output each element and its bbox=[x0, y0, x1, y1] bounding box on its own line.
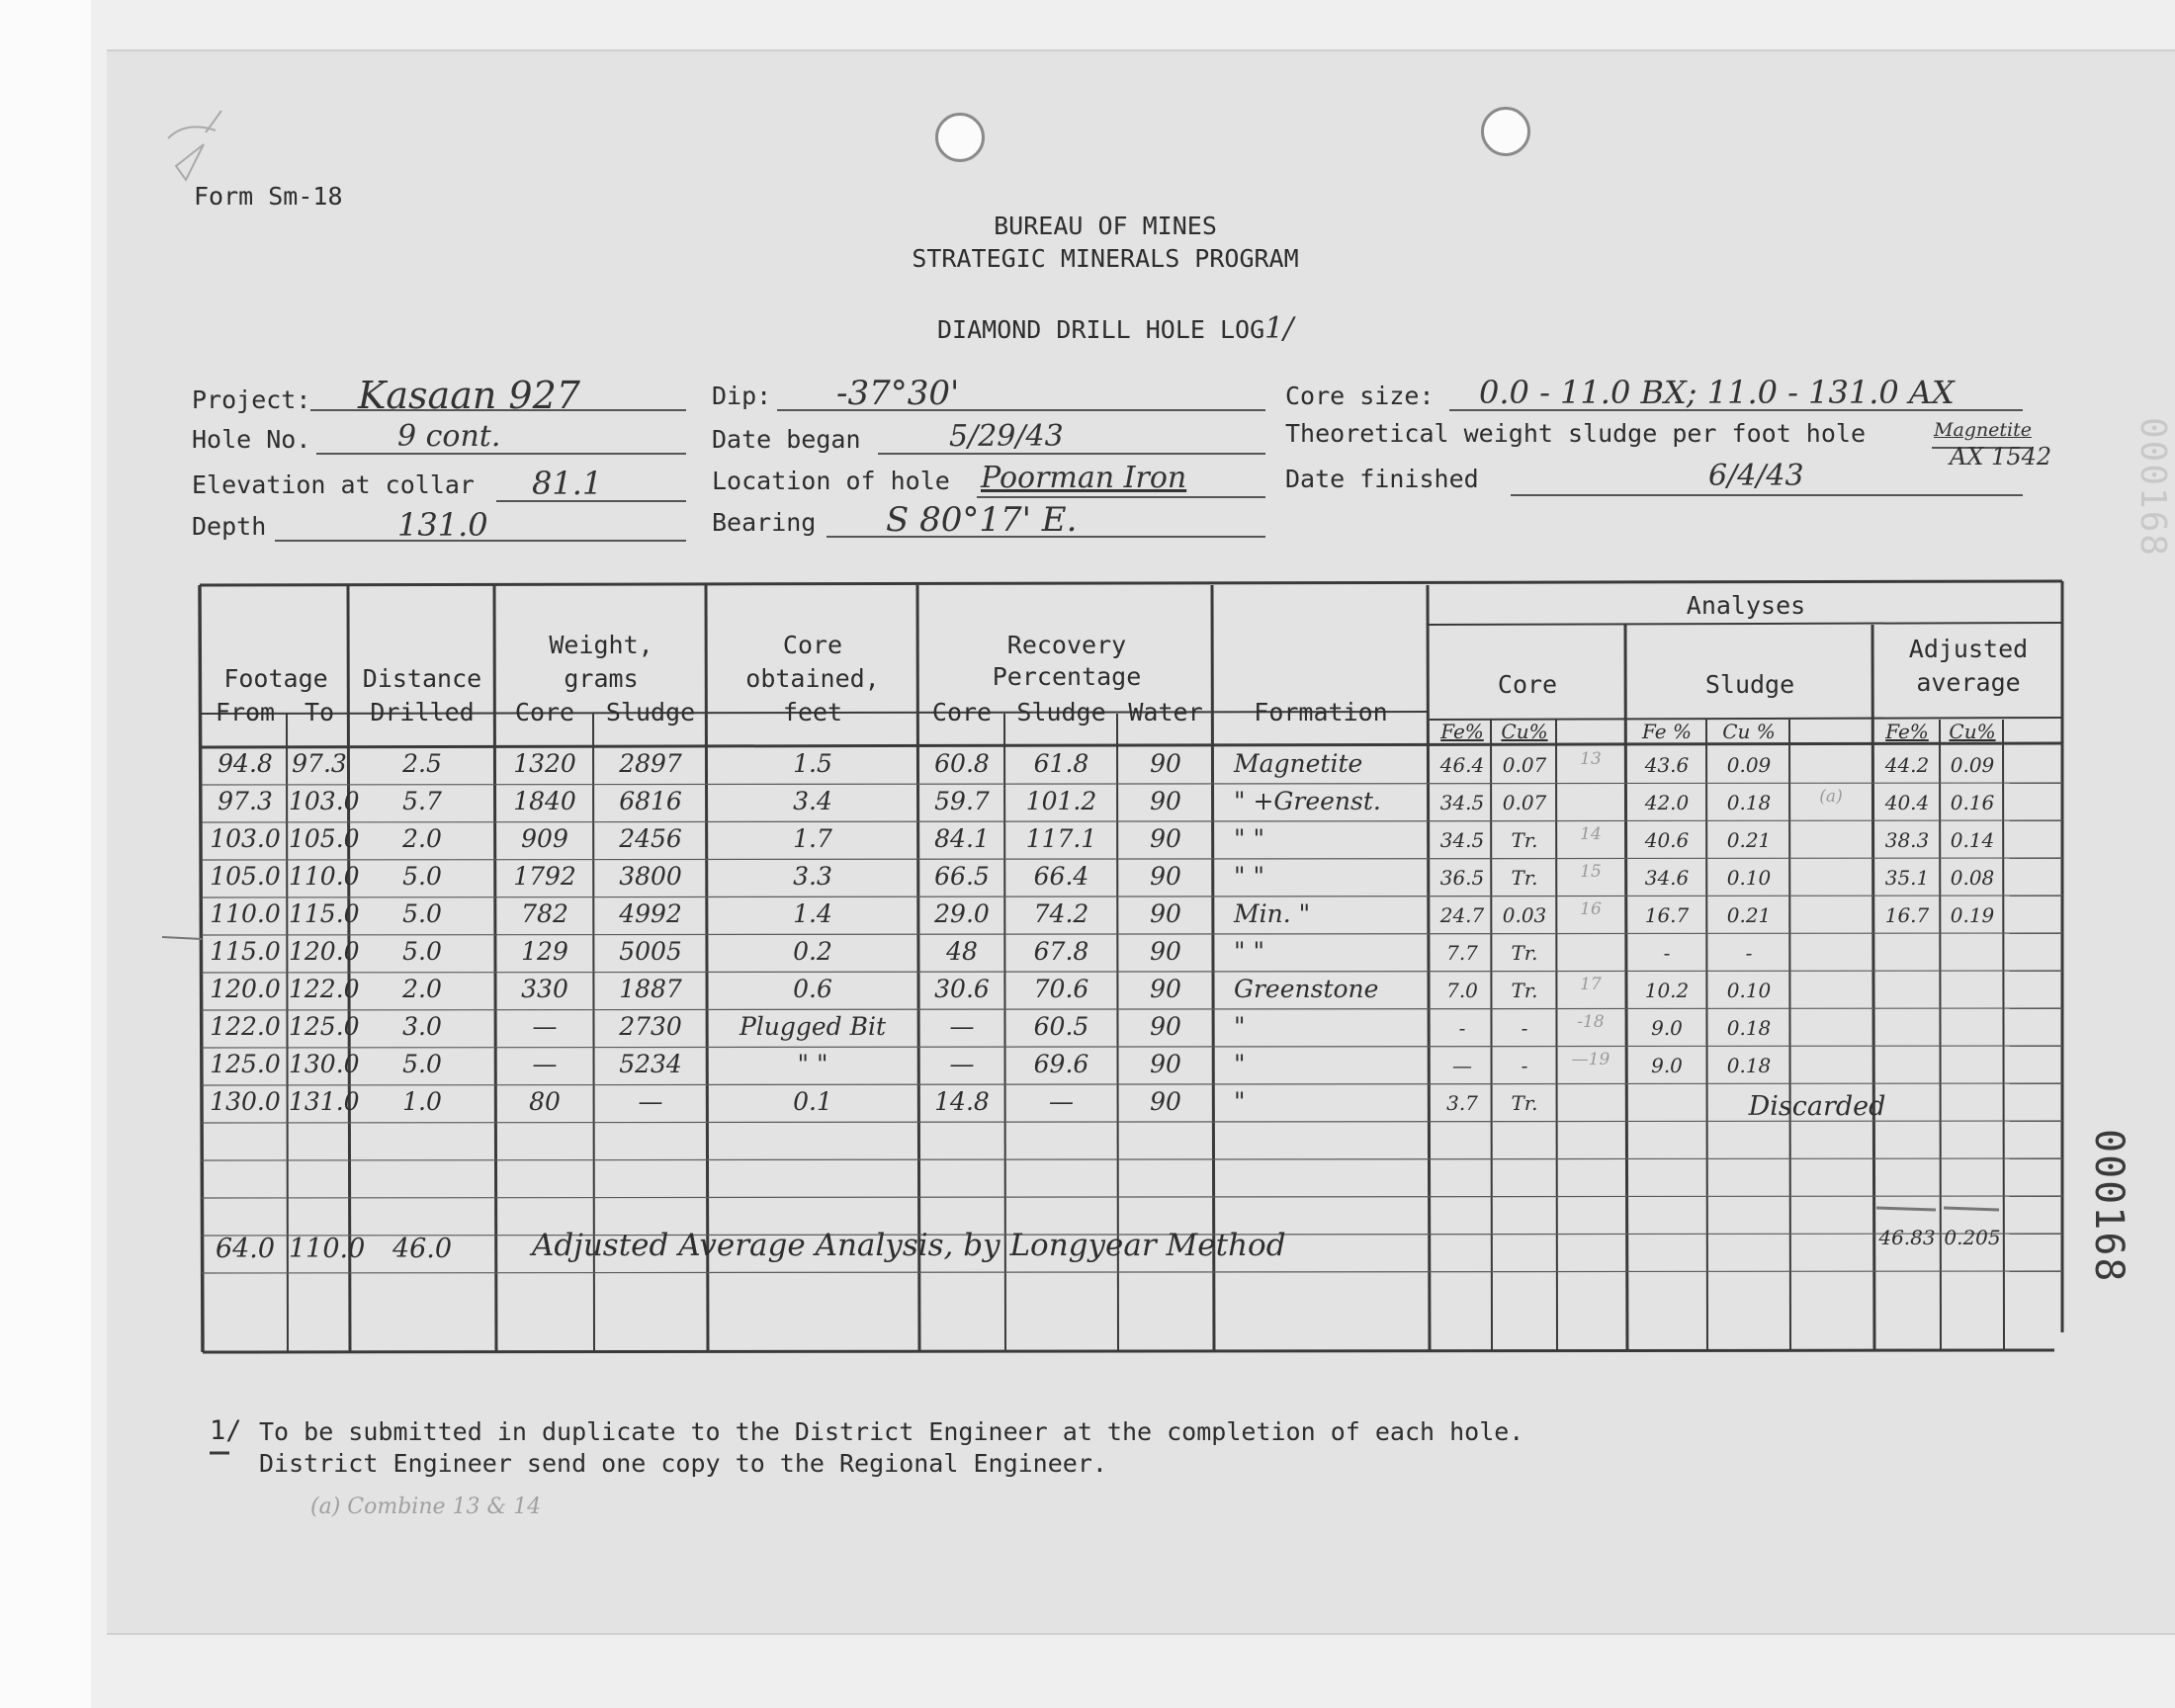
cell-r-water: 90 bbox=[1150, 749, 1181, 778]
cell-s-fe: 34.6 bbox=[1644, 866, 1690, 890]
cell-s-cu: 0.18 bbox=[1726, 791, 1772, 814]
th-adjusted: Adjusted bbox=[1908, 635, 2029, 663]
page-stamp: 000168 bbox=[2086, 1129, 2132, 1284]
cell-c-fe: 34.5 bbox=[1439, 828, 1485, 852]
cell-r-water: 90 bbox=[1150, 787, 1181, 815]
cell-c-fe: - bbox=[1458, 1016, 1466, 1040]
cell-a-fe: 38.3 bbox=[1884, 828, 1930, 852]
cell-from: 103.0 bbox=[210, 824, 281, 853]
cell-r-core: 30.6 bbox=[934, 975, 990, 1003]
cell-r-sludge: 70.6 bbox=[1033, 975, 1089, 1003]
cell-r-core: 14.8 bbox=[934, 1087, 990, 1116]
cell-r-core: 29.0 bbox=[934, 899, 990, 928]
bearing-value: S 80°17' E. bbox=[886, 500, 1078, 540]
cell-dist: 2.0 bbox=[402, 824, 442, 853]
cell-from: 130.0 bbox=[210, 1087, 281, 1116]
cell-from: 125.0 bbox=[210, 1050, 281, 1078]
summary-to: 110.0 bbox=[289, 1234, 366, 1264]
cell-to: 130.0 bbox=[289, 1050, 360, 1078]
cell-a-fe: 44.2 bbox=[1884, 753, 1930, 777]
summary-adj-cu: 0.205 bbox=[1944, 1226, 2001, 1249]
cell-to: 131.0 bbox=[289, 1087, 360, 1116]
cell-formation: Greenstone bbox=[1234, 975, 1379, 1003]
cell-r-sludge: 74.2 bbox=[1033, 899, 1089, 928]
core-size-value: 0.0 - 11.0 BX; 11.0 - 131.0 AX bbox=[1479, 374, 1955, 411]
cell-from: 110.0 bbox=[210, 899, 281, 928]
cell-r-sludge: 101.2 bbox=[1025, 787, 1097, 815]
cell-w-sludge: 3800 bbox=[619, 862, 682, 891]
th-rec-water: Water bbox=[1128, 698, 1203, 726]
cell-w-sludge: 2456 bbox=[619, 824, 682, 853]
cell-r-core: 84.1 bbox=[934, 824, 990, 853]
document-sheet bbox=[107, 49, 2175, 1635]
cell-obtained: 1.4 bbox=[793, 899, 832, 928]
cell-s-cu: 0.09 bbox=[1726, 753, 1772, 777]
th-drilled: Drilled bbox=[370, 698, 475, 726]
th-rec-core: Core bbox=[931, 698, 993, 726]
footnote-line-1: To be submitted in duplicate to the District Engineer at the completion of each hole. bbox=[259, 1417, 1524, 1446]
cell-a-cu: 0.14 bbox=[1950, 828, 1995, 852]
cell-a-cu: 0.08 bbox=[1950, 866, 1995, 890]
th-weight-sludge: Sludge bbox=[605, 698, 696, 726]
cell-w-core: 129 bbox=[521, 937, 568, 966]
cell-c-cu: - bbox=[1521, 1054, 1528, 1077]
cell-r-water: 90 bbox=[1150, 975, 1181, 1003]
cell-obtained: Plugged Bit bbox=[739, 1012, 887, 1041]
summary-adj-fe: 46.83 bbox=[1878, 1226, 1936, 1249]
cell-from: 122.0 bbox=[210, 1012, 281, 1041]
cell-w-core: 80 bbox=[529, 1087, 561, 1116]
cell-to: 103.0 bbox=[289, 787, 360, 815]
th-core-cu: Cu% bbox=[1501, 720, 1548, 743]
th-average: average bbox=[1916, 668, 2021, 697]
cell-dist: 5.7 bbox=[402, 787, 442, 815]
cell-r-sludge: 67.8 bbox=[1033, 937, 1089, 966]
cell-s-cu: 0.10 bbox=[1726, 866, 1772, 890]
cell-r-sludge: 66.4 bbox=[1033, 862, 1089, 891]
cell-r-core: — bbox=[949, 1012, 975, 1041]
page-stamp-faint: 000168 bbox=[2132, 417, 2173, 558]
cell-obtained: 0.2 bbox=[793, 937, 832, 966]
cell-r-core: 48 bbox=[946, 937, 978, 966]
cell-a-fe: 16.7 bbox=[1884, 903, 1930, 927]
cell-num: 14 bbox=[1580, 824, 1602, 844]
cell-w-sludge: 5005 bbox=[619, 937, 682, 966]
th-sludge-cu: Cu % bbox=[1722, 720, 1776, 743]
margin-note: (a) Combine 13 & 14 bbox=[310, 1494, 542, 1519]
cell-num: 15 bbox=[1580, 862, 1602, 882]
th-formation: Formation bbox=[1254, 698, 1388, 726]
cell-c-cu: Tr. bbox=[1511, 828, 1538, 852]
cell-c-cu: Tr. bbox=[1511, 1091, 1538, 1115]
hole-label: Hole No. bbox=[192, 425, 311, 454]
th-to: To bbox=[304, 698, 335, 726]
cell-s-cu: - bbox=[1745, 941, 1753, 965]
core-size-label: Core size: bbox=[1285, 382, 1435, 410]
th-rec-sludge: Sludge bbox=[1016, 698, 1106, 726]
summary-text: Adjusted Average Analysis, by Longyear Method bbox=[532, 1228, 1286, 1263]
th-sludge-fe: Fe % bbox=[1642, 720, 1692, 743]
cell-c-fe: 3.7 bbox=[1446, 1091, 1478, 1115]
cell-formation: " bbox=[1234, 1012, 1246, 1041]
cell-w-core: 1792 bbox=[513, 862, 576, 891]
date-began-value: 5/29/43 bbox=[949, 419, 1064, 454]
cell-w-core: — bbox=[532, 1050, 558, 1078]
cell-w-sludge: 2897 bbox=[619, 749, 682, 778]
date-finished-value: 6/4/43 bbox=[1708, 459, 1804, 493]
cell-s-cu: 0.18 bbox=[1726, 1054, 1772, 1077]
cell-dist: 5.0 bbox=[402, 1050, 442, 1078]
cell-a-fe: 35.1 bbox=[1884, 866, 1930, 890]
cell-to: 120.0 bbox=[289, 937, 360, 966]
cell-c-fe: 34.5 bbox=[1439, 791, 1485, 814]
cell-r-sludge: 61.8 bbox=[1033, 749, 1089, 778]
cell-from: 115.0 bbox=[210, 937, 281, 966]
cell-c-fe: 7.7 bbox=[1446, 941, 1478, 965]
discarded-note: Discarded bbox=[1748, 1091, 1886, 1122]
cell-c-cu: 0.03 bbox=[1502, 903, 1547, 927]
th-analyses: Analyses bbox=[1686, 591, 1806, 620]
cell-dist: 3.0 bbox=[402, 1012, 442, 1041]
cell-formation: " bbox=[1234, 1087, 1246, 1116]
cell-a-cu: 0.19 bbox=[1950, 903, 1995, 927]
th-adj-fe: Fe% bbox=[1885, 720, 1929, 743]
footnote-line-2: District Engineer send one copy to the Regional Engineer. bbox=[259, 1449, 1107, 1478]
cell-obtained: 1.7 bbox=[793, 824, 832, 853]
cell-r-sludge: 69.6 bbox=[1033, 1050, 1089, 1078]
cell-r-sludge: 117.1 bbox=[1025, 824, 1097, 853]
cell-dist: 2.5 bbox=[402, 749, 442, 778]
th-weight-core: Core bbox=[514, 698, 575, 726]
project-value: Kasaan 927 bbox=[358, 374, 580, 417]
cell-r-water: 90 bbox=[1150, 937, 1181, 966]
cell-r-water: 90 bbox=[1150, 899, 1181, 928]
cell-c-fe: 7.0 bbox=[1446, 979, 1478, 1002]
sludge-mineral: Magnetite bbox=[1934, 419, 2033, 441]
cell-w-sludge: — bbox=[638, 1087, 663, 1116]
cell-c-fe: 46.4 bbox=[1439, 753, 1485, 777]
th-footage: Footage bbox=[223, 664, 328, 693]
cell-w-sludge: 6816 bbox=[619, 787, 682, 815]
cell-c-fe: 24.7 bbox=[1439, 903, 1485, 927]
cell-w-sludge: 4992 bbox=[619, 899, 682, 928]
cell-s-fe: 42.0 bbox=[1644, 791, 1690, 814]
sludge-weight-label: Theoretical weight sludge per foot hole bbox=[1285, 419, 1866, 448]
cell-r-sludge: 60.5 bbox=[1033, 1012, 1089, 1041]
cell-c-cu: Tr. bbox=[1511, 866, 1538, 890]
cell-to: 125.0 bbox=[289, 1012, 360, 1041]
cell-r-water: 90 bbox=[1150, 862, 1181, 891]
cell-w-core: 1840 bbox=[513, 787, 576, 815]
summary-distance: 46.0 bbox=[392, 1234, 453, 1264]
cell-formation: " " bbox=[1234, 937, 1264, 966]
cell-r-core: — bbox=[949, 1050, 975, 1078]
cell-obtained: 0.1 bbox=[793, 1087, 832, 1116]
cell-r-water: 90 bbox=[1150, 1050, 1181, 1078]
cell-formation: " +Greenst. bbox=[1234, 787, 1381, 815]
th-core-obtained-3: feet bbox=[782, 698, 843, 726]
cell-obtained: 1.5 bbox=[793, 749, 832, 778]
th-analyses-sludge: Sludge bbox=[1704, 670, 1795, 699]
th-weight: Weight, bbox=[549, 631, 653, 659]
cell-obtained: 3.3 bbox=[793, 862, 832, 891]
location-value: Poorman Iron bbox=[981, 461, 1187, 495]
sludge-weight-value: AX 1542 bbox=[1950, 443, 2052, 470]
cell-w-sludge: 5234 bbox=[619, 1050, 682, 1078]
cell-s-cu: 0.10 bbox=[1726, 979, 1772, 1002]
th-analyses-core: Core bbox=[1497, 670, 1558, 699]
header-line-2: STRATEGIC MINERALS PROGRAM bbox=[912, 244, 1299, 273]
th-core-obtained-1: Core bbox=[782, 631, 843, 659]
th-distance: Distance bbox=[362, 664, 482, 693]
th-core-obtained-2: obtained, bbox=[745, 664, 880, 693]
summary-from: 64.0 bbox=[215, 1234, 276, 1264]
th-recovery: Recovery bbox=[1006, 631, 1127, 659]
cell-r-core: 66.5 bbox=[934, 862, 990, 891]
cell-dist: 5.0 bbox=[402, 937, 442, 966]
cell-num: -18 bbox=[1577, 1012, 1605, 1032]
depth-label: Depth bbox=[192, 512, 267, 541]
date-finished-label: Date finished bbox=[1285, 465, 1479, 493]
form-label: Form Sm-18 bbox=[194, 182, 343, 211]
cell-r-water: 90 bbox=[1150, 824, 1181, 853]
cell-formation: " " bbox=[1234, 824, 1264, 853]
cell-c-cu: 0.07 bbox=[1502, 753, 1547, 777]
th-percentage: Percentage bbox=[992, 662, 1142, 691]
cell-num: —19 bbox=[1571, 1050, 1610, 1069]
cell-obtained: " " bbox=[797, 1050, 828, 1078]
cell-to: 115.0 bbox=[289, 899, 360, 928]
cell-w-core: 330 bbox=[521, 975, 568, 1003]
cell-num: 16 bbox=[1580, 899, 1602, 919]
cell-a-cu: 0.16 bbox=[1950, 791, 1995, 814]
elevation-label: Elevation at collar bbox=[192, 470, 475, 499]
dip-label: Dip: bbox=[712, 382, 772, 410]
cell-to: 110.0 bbox=[289, 862, 360, 891]
project-label: Project: bbox=[192, 385, 311, 414]
cell-a-cu: 0.09 bbox=[1950, 753, 1995, 777]
cell-s-fe: 40.6 bbox=[1644, 828, 1690, 852]
cell-formation: Min. " bbox=[1234, 899, 1311, 928]
cell-w-sludge: 2730 bbox=[619, 1012, 682, 1041]
cell-r-core: 59.7 bbox=[934, 787, 990, 815]
cell-s-fe: 9.0 bbox=[1651, 1016, 1683, 1040]
cell-from: 120.0 bbox=[210, 975, 281, 1003]
header-line-1: BUREAU OF MINES bbox=[994, 212, 1217, 240]
cell-note: (a) bbox=[1819, 787, 1843, 807]
cell-s-cu: 0.21 bbox=[1726, 903, 1772, 927]
cell-c-cu: Tr. bbox=[1511, 979, 1538, 1002]
cell-from: 94.8 bbox=[218, 749, 273, 778]
cell-s-fe: 43.6 bbox=[1644, 753, 1690, 777]
cell-w-core: — bbox=[532, 1012, 558, 1041]
cell-r-core: 60.8 bbox=[934, 749, 990, 778]
cell-c-fe: — bbox=[1452, 1054, 1472, 1077]
cell-w-core: 782 bbox=[521, 899, 568, 928]
log-title-text: DIAMOND DRILL HOLE LOG bbox=[937, 315, 1265, 344]
cell-w-sludge: 1887 bbox=[619, 975, 682, 1003]
depth-value: 131.0 bbox=[397, 506, 488, 544]
cell-c-cu: 0.07 bbox=[1502, 791, 1547, 814]
cell-c-cu: Tr. bbox=[1511, 941, 1538, 965]
cell-w-core: 1320 bbox=[513, 749, 576, 778]
scan-margin bbox=[0, 0, 91, 1708]
cell-c-fe: 36.5 bbox=[1439, 866, 1485, 890]
cell-obtained: 0.6 bbox=[793, 975, 832, 1003]
th-adj-cu: Cu% bbox=[1949, 720, 1996, 743]
location-label: Location of hole bbox=[712, 467, 950, 495]
cell-num: 17 bbox=[1580, 975, 1602, 994]
elevation-value: 81.1 bbox=[532, 465, 603, 502]
cell-to: 122.0 bbox=[289, 975, 360, 1003]
cell-r-sludge: — bbox=[1049, 1087, 1074, 1116]
cell-s-cu: 0.18 bbox=[1726, 1016, 1772, 1040]
cell-s-fe: 9.0 bbox=[1651, 1054, 1683, 1077]
cell-r-water: 90 bbox=[1150, 1087, 1181, 1116]
cell-from: 97.3 bbox=[218, 787, 273, 815]
cell-formation: " " bbox=[1234, 862, 1264, 891]
cell-formation: " bbox=[1234, 1050, 1246, 1078]
cell-to: 97.3 bbox=[292, 749, 347, 778]
cell-from: 105.0 bbox=[210, 862, 281, 891]
cell-c-cu: - bbox=[1521, 1016, 1528, 1040]
log-title-footnote-mark: 1/ bbox=[1264, 311, 1294, 346]
cell-num: 13 bbox=[1580, 749, 1602, 769]
cell-to: 105.0 bbox=[289, 824, 360, 853]
cell-obtained: 3.4 bbox=[793, 787, 832, 815]
cell-formation: Magnetite bbox=[1234, 749, 1363, 778]
hole-value: 9 cont. bbox=[397, 419, 501, 454]
cell-s-fe: 10.2 bbox=[1644, 979, 1690, 1002]
cell-a-fe: 40.4 bbox=[1884, 791, 1930, 814]
cell-dist: 5.0 bbox=[402, 899, 442, 928]
cell-s-fe: - bbox=[1663, 941, 1671, 965]
th-grams: grams bbox=[564, 664, 639, 693]
cell-r-water: 90 bbox=[1150, 1012, 1181, 1041]
cell-s-cu: 0.21 bbox=[1726, 828, 1772, 852]
bearing-label: Bearing bbox=[712, 508, 817, 537]
cell-w-core: 909 bbox=[521, 824, 568, 853]
cell-s-fe: 16.7 bbox=[1644, 903, 1690, 927]
cell-dist: 1.0 bbox=[402, 1087, 442, 1116]
cell-dist: 2.0 bbox=[402, 975, 442, 1003]
date-began-label: Date began bbox=[712, 425, 861, 454]
cell-dist: 5.0 bbox=[402, 862, 442, 891]
th-from: From bbox=[215, 698, 276, 726]
footnote-mark: 1/ bbox=[210, 1415, 242, 1446]
dip-value: -37°30' bbox=[836, 374, 960, 413]
th-core-fe: Fe% bbox=[1440, 720, 1484, 743]
